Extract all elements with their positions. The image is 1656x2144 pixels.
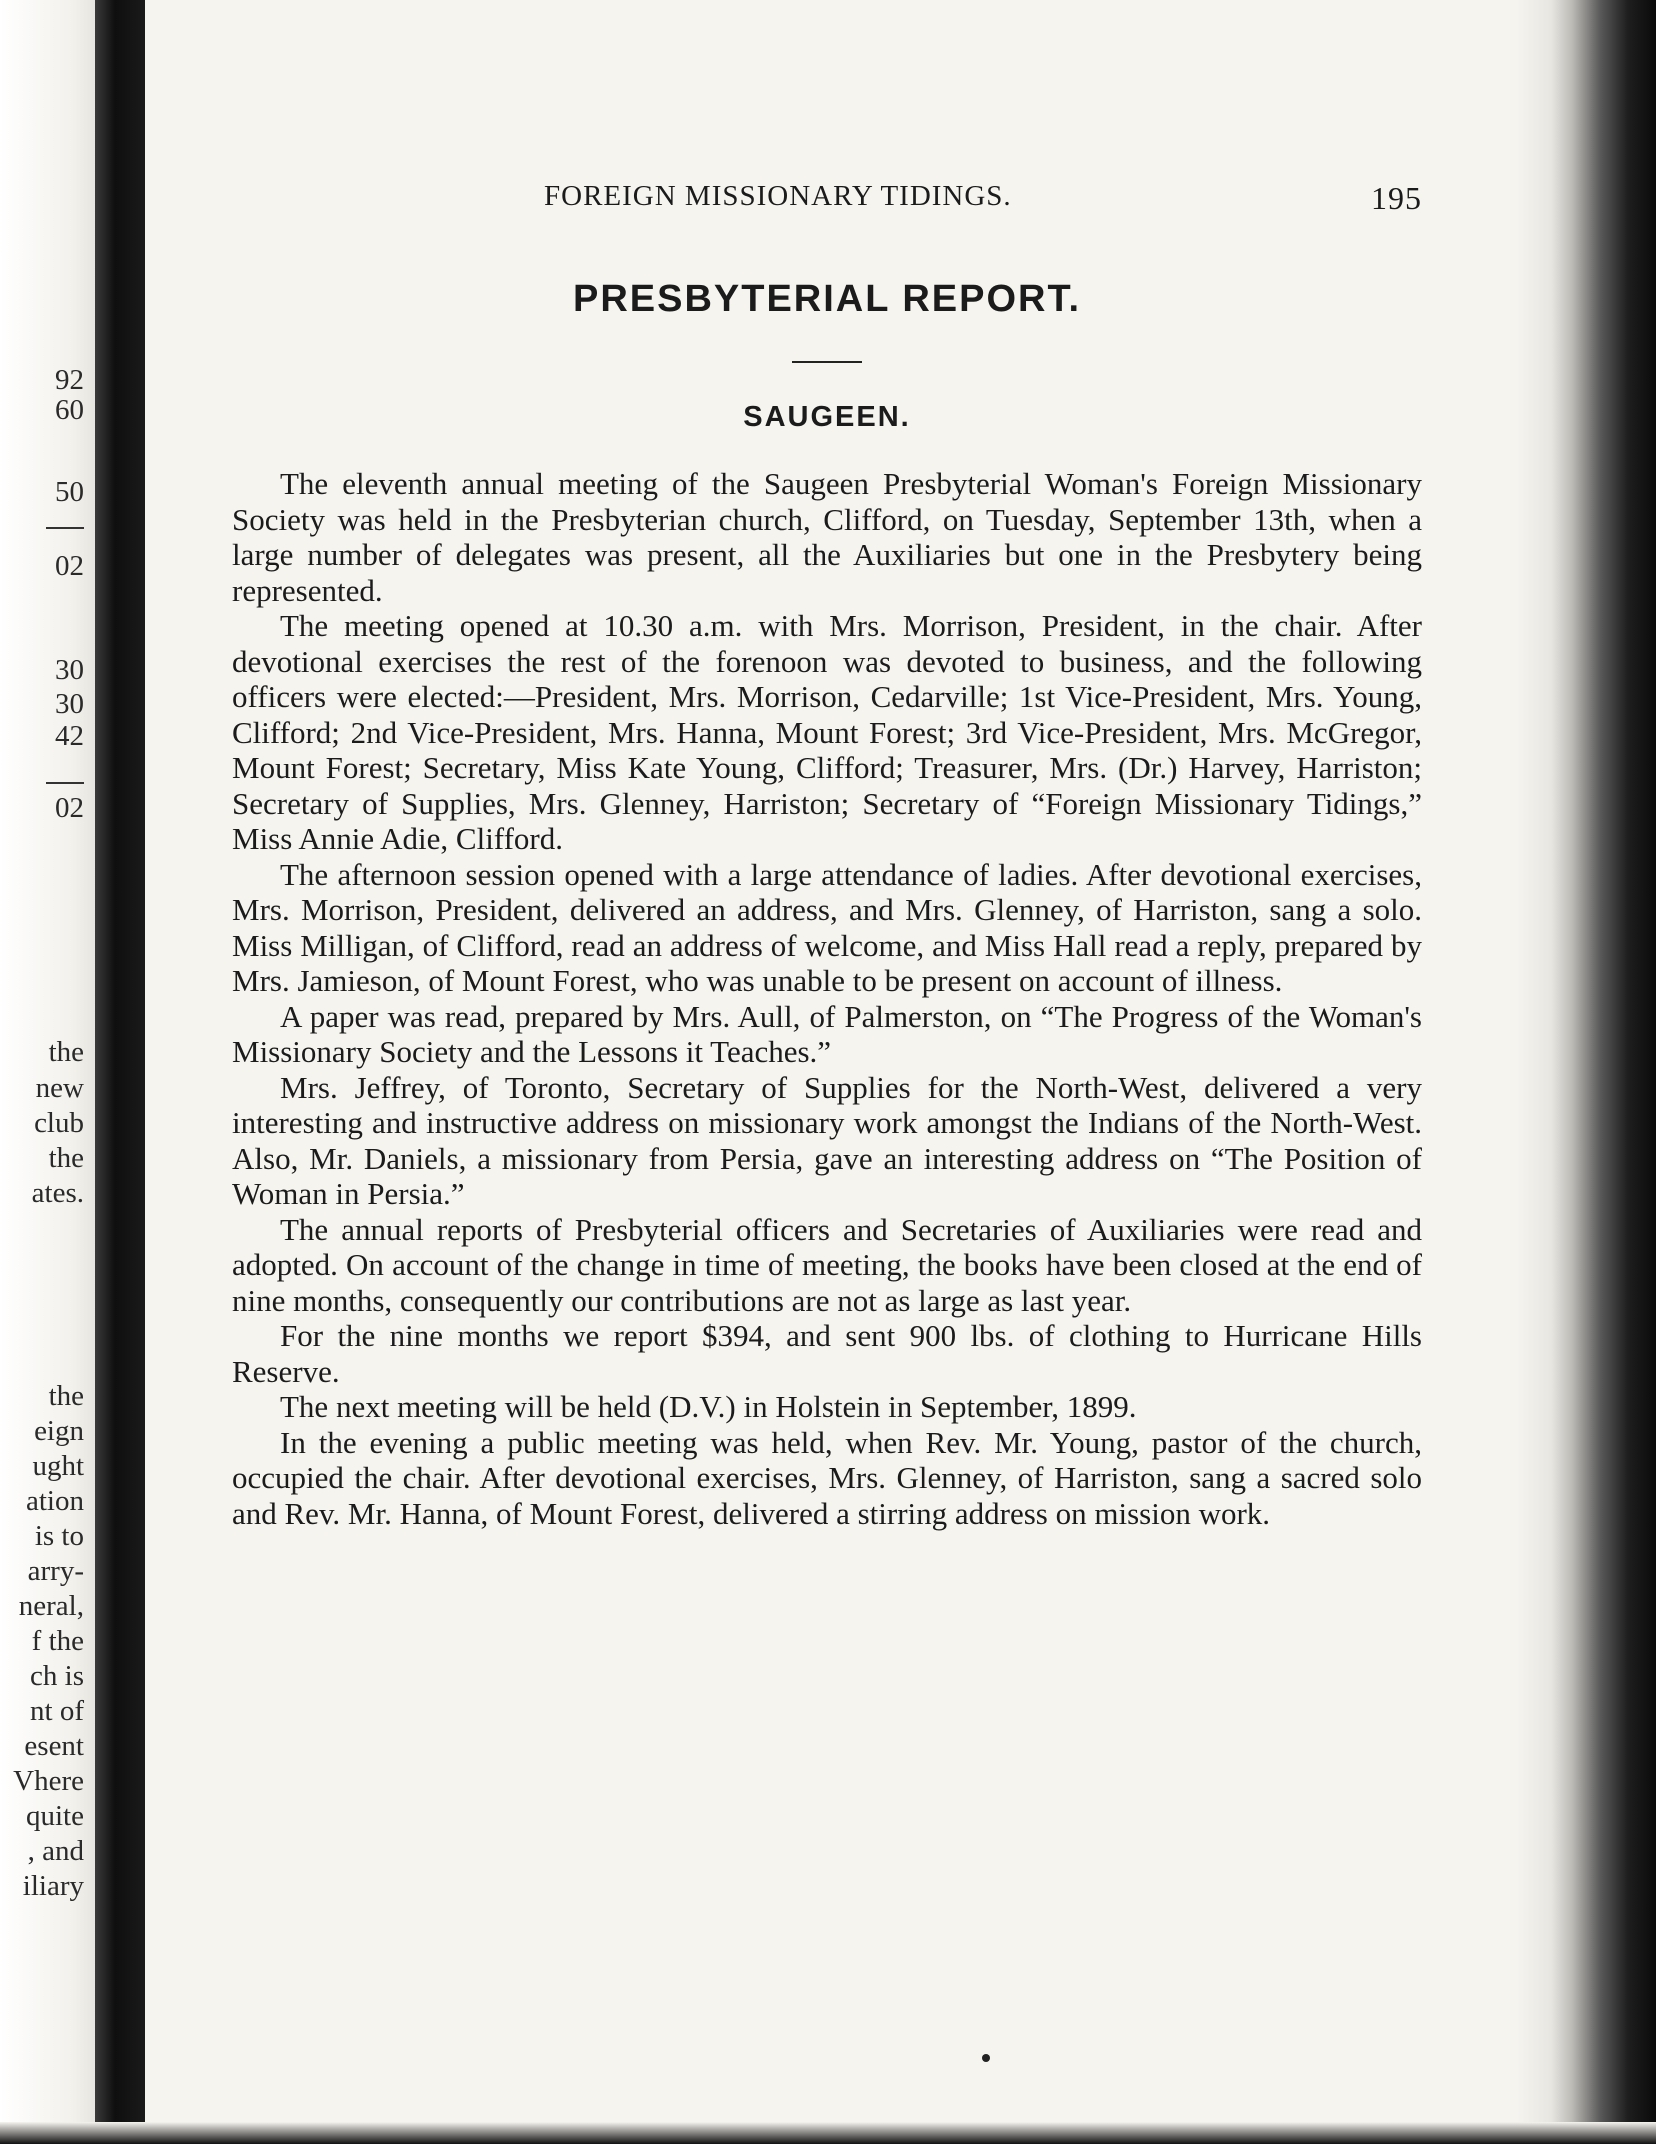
book-bottom-edge [0,2122,1656,2144]
book-right-edge [1516,0,1656,2144]
running-title: FOREIGN MISSIONARY TIDINGS. [544,180,1012,212]
prev-word: the [48,1142,84,1174]
paragraph: In the evening a public meeting was held, when Rev. Mr. Young, pastor of the church, occupied the chair. After devotional exercises, Mrs. Glenney, of Harriston, sang a sacred solo and Rev. Mr. Hanna, of Mount Forest, delivered a stirring address on mission work. [232,1424,1422,1531]
prev-number: 02 [55,792,84,824]
prev-word: is to [34,1520,84,1552]
book-page [232,170,1422,1531]
prev-word: the [48,1380,84,1412]
prev-word: nt of [30,1695,84,1727]
paragraph: Mrs. Jeffrey, of Toronto, Secretary of Supplies for the North-West, delivered a very interesting and instructive address on missionary work amongst the Indians of the North-West. Also, Mr. Daniels, a missionary from Persia, gave an interesting address on “The Position of Woman in Persia.” [232,1069,1422,1211]
prev-word: quite [26,1800,84,1832]
prev-word: esent [24,1730,84,1762]
page-number: 195 [1371,180,1422,216]
paragraph: For the nine months we report $394, and sent 900 lbs. of clothing to Hurricane Hills Reserve. [232,1318,1422,1389]
ink-speck [982,2054,990,2062]
prev-number: 30 [55,688,84,720]
prev-word: Vhere [13,1765,84,1797]
title-divider [792,361,862,363]
paragraph: The meeting opened at 10.30 a.m. with Mrs. Morrison, President, in the chair. After devotional exercises the rest of the forenoon was devoted to business, and the following officers were elected:—President, Mrs. Morrison, Cedarville; 1st Vice-President, Mrs. Young, Clifford; 2nd Vice-President, Mrs. Hanna, Mount Forest; 3rd Vice-President, Mrs. McGregor, Mount Forest; Secretary, Miss Kate Young, Clifford; Treasurer, Mrs. (Dr.) Harvey, Harriston; Secretary of Supplies, Mrs. Glenney, Harriston; Secretary of “Foreign Missionary Tidings,” Miss Annie Adie, Clifford. [232,608,1422,856]
prev-word: ch is [30,1660,84,1692]
prev-word: arry- [27,1555,84,1587]
report-body [232,466,1422,1531]
prev-rule [46,782,84,784]
prev-word: club [34,1107,84,1139]
prev-number: 42 [55,720,84,752]
paragraph: The afternoon session opened with a large attendance of ladies. After devotional exercises, Mrs. Morrison, President, delivered an address, and Mrs. Glenney, of Harriston, sang a solo. Miss Milligan, of Clifford, read an address of welcome, and Miss Hall read a reply, prepared by Mrs. Jamieson, of Mount Forest, who was unable to be present on account of illness. [232,856,1422,998]
prev-number: 60 [55,394,84,426]
prev-word: iliary [22,1870,84,1902]
prev-rule [46,527,84,529]
running-header [232,170,1422,220]
paragraph: The next meeting will be held (D.V.) in Holstein in September, 1899. [280,1389,1137,1424]
prev-number: 92 [55,364,84,396]
prev-number: 50 [55,476,84,508]
prev-word: the [48,1036,84,1068]
paragraph: The eleventh annual meeting of the Saugeen Presbyterial Woman's Foreign Missionary Society was held in the Presbyterian church, Clifford, on Tuesday, September 13th, when a large number of delegates was present, all the Auxiliaries but one in the Presbytery being represented. [232,466,1422,608]
prev-number: 02 [55,550,84,582]
section-title: SAUGEEN. [743,401,911,433]
prev-word: f the [31,1625,84,1657]
prev-number: 30 [55,654,84,686]
prev-word: ught [32,1450,84,1482]
previous-page-fragment [0,0,92,2144]
prev-word: new [35,1072,84,1104]
paragraph: The annual reports of Presbyterial officers and Secretaries of Auxiliaries were read and adopted. On account of the change in time of meeting, the books have been closed at the end of nine months, consequently our contributions are not as large as last year. [232,1211,1422,1318]
prev-word: neral, [18,1590,84,1622]
book-spine [95,0,145,2144]
paragraph: A paper was read, prepared by Mrs. Aull, of Palmerston, on “The Progress of the Woman's Missionary Society and the Lessons it Teaches.” [232,998,1422,1069]
prev-word: eign [34,1415,84,1447]
prev-word: ates. [31,1177,84,1209]
prev-word: , and [27,1835,84,1867]
prev-word: ation [26,1485,84,1517]
report-title: PRESBYTERIAL REPORT. [572,278,1082,320]
